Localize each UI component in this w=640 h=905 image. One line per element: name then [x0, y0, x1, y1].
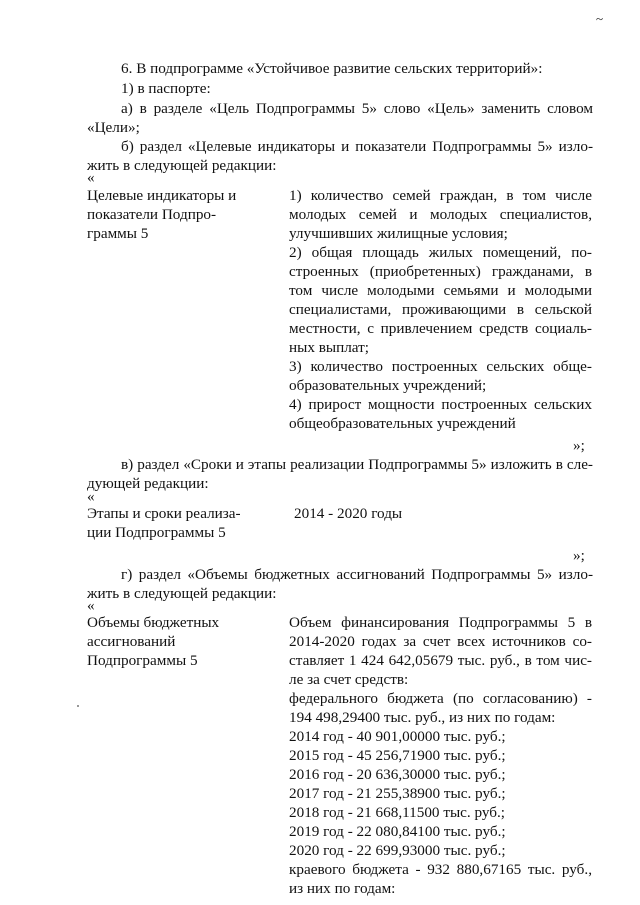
section-b-content-line: 2) общая площадь жилых помещений, по- — [289, 244, 592, 261]
scan-speck — [77, 705, 79, 707]
section-g-year-line: 2014 год - 40 901,00000 тыс. руб.; — [289, 728, 506, 745]
section-g-content-line: 194 498,29400 тыс. руб., из них по годам: — [289, 709, 556, 726]
section-b-content-line: том числе молодыми семьями и молодыми — [289, 282, 592, 299]
section-b-content-line: молодых семей и молодых специалистов, — [289, 206, 592, 223]
section-v-label-2: ции Подпрограммы 5 — [87, 524, 226, 541]
item-6-heading: 6. В подпрограмме «Устойчивое развитие сельских территорий»: — [121, 60, 543, 77]
item-v-line-2: дующей редакции: — [87, 475, 209, 492]
section-g-content-line: 2014-2020 годах за счет всех источников со- — [289, 633, 592, 650]
close-quote-b: »; — [573, 437, 585, 454]
item-v-line-1: в) раздел «Сроки и этапы реализации Подпрограммы 5» изложить в сле- — [121, 456, 593, 473]
close-quote-v: »; — [573, 547, 585, 564]
section-g-year-line: 2019 год - 22 080,84100 тыс. руб.; — [289, 823, 506, 840]
section-b-content-line: 3) количество построенных сельских обще- — [289, 358, 592, 375]
section-g-content-line: из них по годам: — [289, 880, 396, 897]
section-b-content-line: образовательных учреждений; — [289, 377, 487, 394]
section-g-year-line: 2017 год - 21 255,38900 тыс. руб.; — [289, 785, 506, 802]
section-g-year-line: 2020 год - 22 699,93000 тыс. руб.; — [289, 842, 506, 859]
section-g-content-line: ле за счет средств: — [289, 671, 409, 688]
item-b-line-2: жить в следующей редакции: — [87, 157, 277, 174]
section-v-content: 2014 - 2020 годы — [294, 505, 403, 522]
section-g-label-1: Объемы бюджетных — [87, 614, 220, 631]
item-a-line-1: а) в разделе «Цель Подпрограммы 5» слово «Цель» заменить словом — [121, 100, 593, 117]
section-g-year-line: 2018 год - 21 668,11500 тыс. руб.; — [289, 804, 506, 821]
section-g-content-line: краевого бюджета - 932 880,67165 тыс. руб., — [289, 861, 592, 878]
section-g-content-line: Объем финансирования Подпрограммы 5 в — [289, 614, 592, 631]
section-g-content-line: федерального бюджета (по согласованию) - — [289, 690, 592, 707]
section-b-content-line: местности, с привлечением средств социаль- — [289, 320, 592, 337]
section-g-label-3: Подпрограммы 5 — [87, 652, 198, 669]
section-b-content-line: улучшивших жилищные условия; — [289, 225, 508, 242]
section-g-content-line: ставляет 1 424 642,05679 тыс. руб., в том чис- — [289, 652, 592, 669]
section-g-year-line: 2015 год - 45 256,71900 тыс. руб.; — [289, 747, 506, 764]
item-b-line-1: б) раздел «Целевые индикаторы и показатели Подпрограммы 5» изло- — [121, 138, 593, 155]
item-1-heading: 1) в паспорте: — [121, 80, 211, 97]
item-a-line-2: «Цели»; — [87, 119, 140, 136]
open-quote-b: « — [87, 169, 95, 186]
section-b-content-line: общеобразовательных учреждений — [289, 415, 516, 432]
section-g-year-line: 2016 год - 20 636,30000 тыс. руб.; — [289, 766, 506, 783]
open-quote-g: « — [87, 597, 95, 614]
item-g-line-1: г) раздел «Объемы бюджетных ассигнований Подпрограммы 5» изло- — [121, 566, 593, 583]
item-g-line-2: жить в следующей редакции: — [87, 585, 277, 602]
section-b-content-line: ных выплат; — [289, 339, 370, 356]
section-b-content-line: 4) прирост мощности построенных сельских — [289, 396, 592, 413]
page-header-mark: ~ — [596, 11, 604, 26]
section-b-label-1: Целевые индикаторы и — [87, 187, 237, 204]
section-b-label-3: граммы 5 — [87, 225, 149, 242]
section-b-label-2: показатели Подпро- — [87, 206, 217, 223]
section-g-label-2: ассигнований — [87, 633, 176, 650]
section-b-content-line: строенных (приобретенных) гражданами, в — [289, 263, 592, 280]
section-b-content-line: 1) количество семей граждан, в том числе — [289, 187, 592, 204]
open-quote-v: « — [87, 488, 95, 505]
section-v-label-1: Этапы и сроки реализа- — [87, 505, 241, 522]
section-b-content-line: специалистами, проживающими в сельской — [289, 301, 592, 318]
